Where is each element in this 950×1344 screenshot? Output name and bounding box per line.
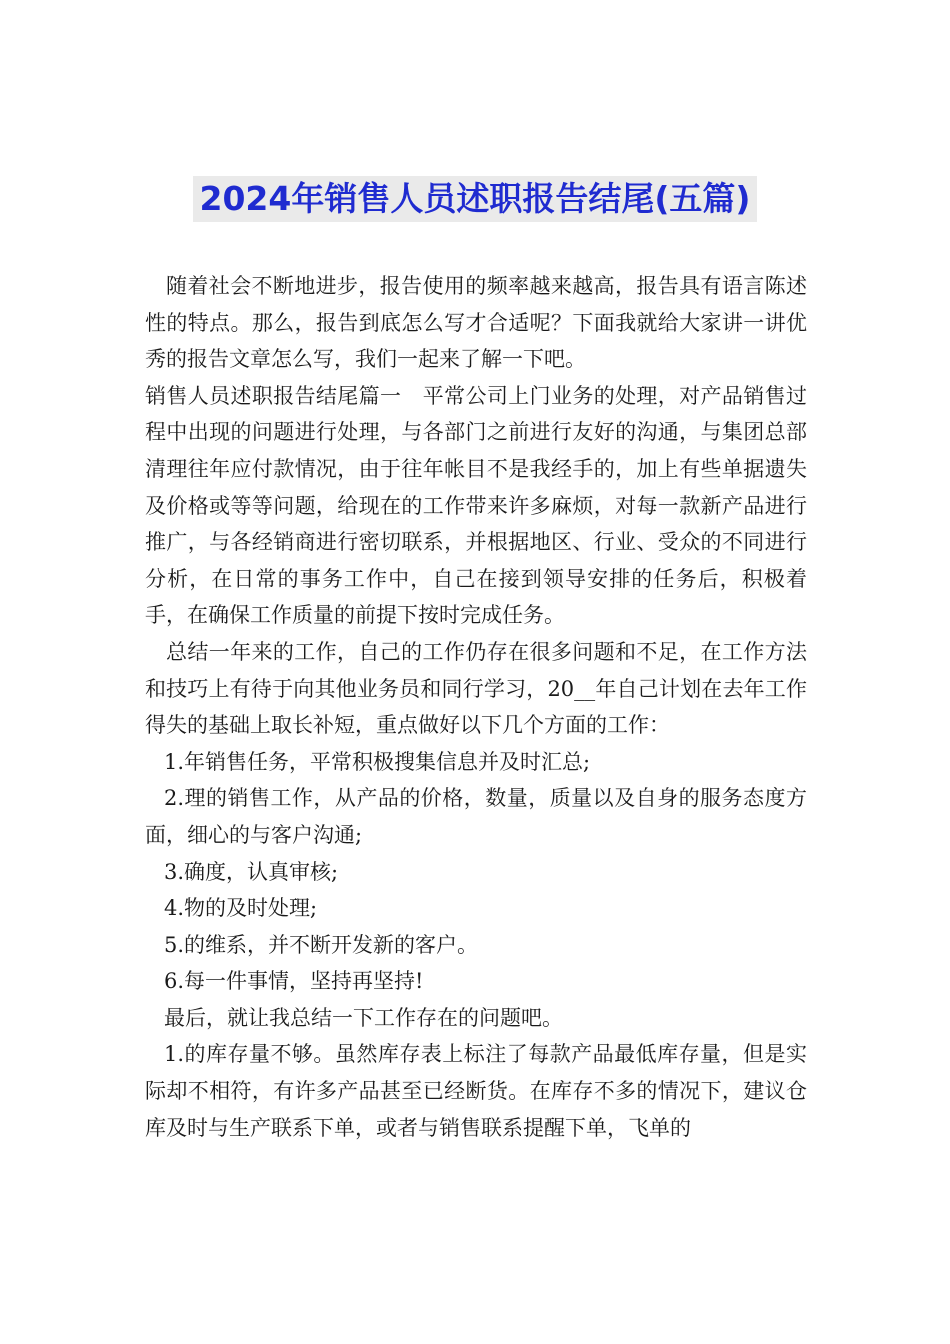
document-body [145, 268, 807, 1146]
problem-item-1-text: 1.的库存量不够。虽然库存表上标注了每款产品最低库存量，但是实际却不相符，有许多产品甚至已经断货。在库存不多的情况下，建议仓库及时与生产联系下单，或者与销售联系提醒下单，飞单的 [145, 1042, 807, 1140]
plan-item-5: 5.的维系，并不断开发新的客户。 [164, 932, 479, 957]
problems-heading: 最后，就让我总结一下工作存在的问题吧。 [164, 1005, 563, 1030]
summary-paragraph: 总结一年来的工作，自己的工作仍存在很多问题和不足，在工作方法和技巧上有待于向其他业务员和同行学习，20__年自己计划在去年工作得失的基础上取长补短，重点做好以下几个方面的工作： [145, 639, 807, 738]
title-container [0, 176, 950, 222]
plan-item-1: 1.年销售任务，平常积极搜集信息并及时汇总; [164, 749, 591, 774]
plan-item-2-text: 2.理的销售工作，从产品的价格，数量，质量以及自身的服务态度方面，细心的与客户沟通; [145, 786, 807, 847]
problem-item-1 [145, 1036, 807, 1146]
plan-item-2 [145, 780, 807, 853]
plan-item-6: 6.每一件事情，坚持再坚持! [164, 969, 424, 994]
document-title: 2024年销售人员述职报告结尾(五篇) [193, 176, 756, 222]
plan-item-3: 3.确度，认真审核; [164, 859, 339, 884]
plan-item-4: 4.物的及时处理; [164, 896, 318, 921]
section-one-paragraph: 销售人员述职报告结尾篇一 平常公司上门业务的处理，对产品销售过程中出现的问题进行处理，与各部门之前进行友好的沟通，与集团总部清理往年应付款情况，由于往年帐目不是我经手的，加上有些单据遗失及价格或等等问题，给现在的工作带来许多麻烦，对每一款新产品进行推广，与各经销商进行密切联系，并根据地区、行业、受众的不同进行分析，在日常的事务工作中，自己在接到领导安排的任务后，积极着手，在确保工作质量的前提下按时完成任务。 [145, 383, 807, 628]
intro-paragraph: 随着社会不断地进步，报告使用的频率越来越高，报告具有语言陈述性的特点。那么，报告到底怎么写才合适呢？下面我就给大家讲一讲优秀的报告文章怎么写，我们一起来了解一下吧。 [145, 274, 807, 372]
